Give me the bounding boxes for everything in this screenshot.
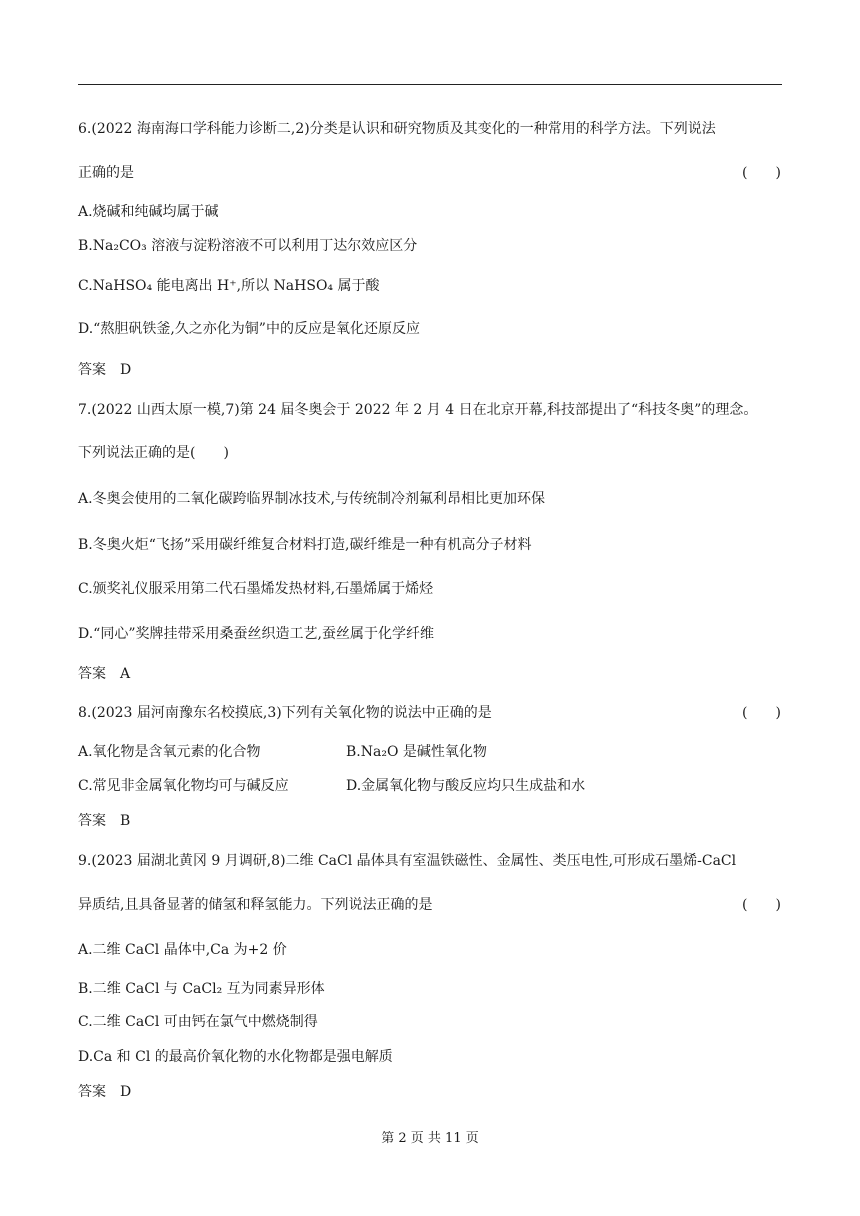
q7-answer [78,665,130,683]
q6-stem-line1: 6.(2022 海南海口学科能力诊断二,2)分类是认识和研究物质及其变化的一种常用的科学方法。下列说法 [78,121,716,137]
q7-stem-line1: 7.(2022 山西太原一模,7)第 24 届冬奥会于 2022 年 2 月 4 日在北京开幕,科技部提出了“科技冬奥”的理念。 [78,402,758,418]
q6-answer [78,361,131,379]
q7-option-b: B.冬奥火炬“飞扬”采用碳纤维复合材料打造,碳纤维是一种有机高分子材料 [78,537,532,553]
q8-answer-bracket: ( ) [742,705,781,721]
header-rule [78,84,782,85]
answer-value: D [120,1084,132,1100]
q8-option-b: B.Na₂O 是碱性氧化物 [346,744,487,760]
q9-option-b: B.二维 CaCl 与 CaCl₂ 互为同素异形体 [78,981,325,997]
q8-stem-line1: 8.(2023 届河南豫东名校摸底,3)下列有关氧化物的说法中正确的是 [78,705,492,721]
q6-option-a: A.烧碱和纯碱均属于碱 [78,204,219,220]
q7-option-c: C.颁奖礼仪服采用第二代石墨烯发热材料,石墨烯属于烯烃 [78,581,434,597]
q6-option-d: D.“熬胆矾铁釜,久之亦化为铜”中的反应是氧化还原反应 [78,321,420,337]
q8-option-c: C.常见非金属氧化物均可与碱反应 [78,778,289,794]
q7-option-d: D.“同心”奖牌挂带采用桑蚕丝织造工艺,蚕丝属于化学纤维 [78,626,434,642]
q9-stem-line1: 9.(2023 届湖北黄冈 9 月调研,8)二维 CaCl 晶体具有室温铁磁性、金属性、类压电性,可形成石墨烯-CaCl [78,853,737,869]
answer-label: 答案 [78,362,106,378]
q9-answer [78,1083,131,1101]
answer-value: A [120,666,131,682]
answer-label: 答案 [78,1084,106,1100]
q6-answer-bracket: ( ) [742,165,781,181]
q6-option-c: C.NaHSO₄ 能电离出 H⁺,所以 NaHSO₄ 属于酸 [78,278,380,294]
q9-stem-line2: 异质结,且具备显著的储氢和释氢能力。下列说法正确的是 [78,897,433,913]
answer-label: 答案 [78,813,106,829]
q8-option-a: A.氧化物是含氧元素的化合物 [78,744,261,760]
q9-option-a: A.二维 CaCl 晶体中,Ca 为+2 价 [78,942,287,958]
answer-label: 答案 [78,666,106,682]
q6-option-b: B.Na₂CO₃ 溶液与淀粉溶液不可以利用丁达尔效应区分 [78,238,418,254]
q7-stem-line2: 下列说法正确的是( ) [78,445,229,461]
q9-option-c: C.二维 CaCl 可由钙在氯气中燃烧制得 [78,1014,318,1030]
answer-value: B [120,813,131,829]
q6-stem-line2: 正确的是 [78,165,134,181]
page-footer: 第 2 页 共 11 页 [381,1131,479,1146]
q7-option-a: A.冬奥会使用的二氧化碳跨临界制冰技术,与传统制冷剂氟利昂相比更加环保 [78,491,546,507]
answer-value: D [120,362,132,378]
q8-option-d: D.金属氧化物与酸反应均只生成盐和水 [346,778,586,794]
q9-option-d: D.Ca 和 Cl 的最高价氧化物的水化物都是强电解质 [78,1049,393,1065]
q8-answer [78,812,130,830]
q9-answer-bracket: ( ) [742,897,781,913]
